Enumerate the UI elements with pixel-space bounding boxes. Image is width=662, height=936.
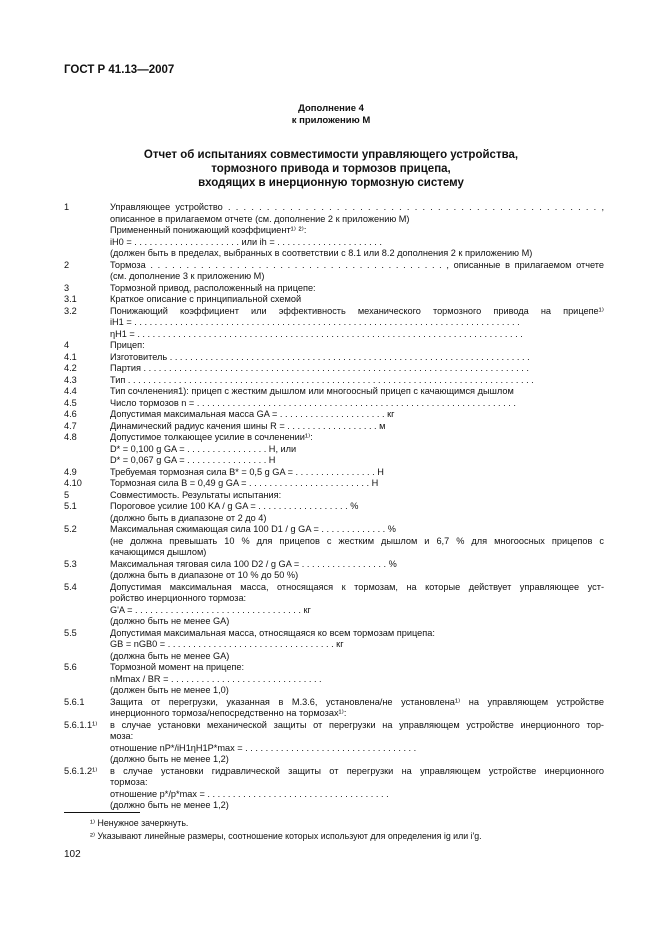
item-line: (должно быть в диапазоне от 2 до 4) — [110, 512, 267, 523]
item-line: Тормоза . . . . . . . . . . . . . . . . . . . . . . . . . . . . . . . . . . . . . . . . . , описанные в прилагаемом отчете — [110, 259, 604, 270]
item-text — [110, 628, 604, 663]
item-number: 4.1 — [64, 351, 77, 362]
item-line: Управляющее устройство . . . . . . . . . . . . . . . . . . . . . . . . . . . . . . . . . . . . . . . . . . . . . . . . , — [110, 202, 604, 212]
item-text — [110, 478, 604, 490]
item-line: Допустимая максимальная масса, относящаяся к тормозам, на которые действует управляющее уст- — [110, 581, 604, 592]
item-line: Динамический радиус качения шины R = . . . . . . . . . . . . . . . . . . м — [110, 420, 386, 431]
item-line: (см. дополнение 3 к приложению М) — [110, 271, 265, 281]
item-text — [110, 375, 604, 387]
item-line: Тип . . . . . . . . . . . . . . . . . . . . . . . . . . . . . . . . . . . . . . . . . . . . . . . . . . . . . . . . . . . . . . . . . . . . . . . . . . . . . . . . — [110, 374, 534, 385]
report-item — [64, 582, 604, 628]
item-text — [110, 697, 604, 720]
title-line: Отчет об испытаниях совместимости управляющего устройства, — [143, 149, 519, 161]
footnote-divider — [64, 812, 140, 813]
item-number: 5.6.1 — [64, 696, 85, 707]
report-item — [64, 662, 604, 697]
item-line: в случае установки гидравлической защиты от перегрузки на управляющем устройстве инерционного — [110, 765, 604, 776]
item-text — [110, 363, 604, 375]
report-item — [64, 720, 604, 766]
item-line: Требуемая тормозная сила B* = 0,5 g GA = . . . . . . . . . . . . . . . . Н — [110, 466, 384, 477]
item-line: ηH1 = . . . . . . . . . . . . . . . . . . . . . . . . . . . . . . . . . . . . . . . . . . . . . . . . . . . . . . . . . . . . . . . . . . . . . . . . . . . . — [110, 328, 523, 339]
item-line: Допустимая максимальная масса GA = . . . . . . . . . . . . . . . . . . . . . кг — [110, 409, 395, 419]
item-line: описанное в прилагаемом отчете (см. дополнение 2 к приложению М) — [110, 213, 410, 224]
report-item — [64, 432, 604, 467]
item-text — [110, 720, 604, 766]
appendix-heading — [0, 103, 662, 127]
item-number: 2 — [64, 259, 70, 270]
title-line: входящих в инерционную тормозную систему — [198, 177, 464, 189]
item-line: Изготовитель . . . . . . . . . . . . . . . . . . . . . . . . . . . . . . . . . . . . . . . . . . . . . . . . . . . . . . . . . . . . . . . . . . . . . . . — [110, 351, 530, 362]
item-line: ройство инерционного тормоза: — [110, 593, 247, 603]
item-text — [110, 766, 604, 812]
item-number: 5 — [64, 489, 70, 500]
report-item — [64, 559, 604, 582]
item-line: Пороговое усилие 100 KA / g GA = . . . . . . . . . . . . . . . . . . % — [110, 501, 359, 511]
item-line: Защита от перегрузки, указанная в М.3.6, установлена/не установлена¹⁾ на управляющем устройстве — [110, 696, 604, 707]
footnote: ¹⁾ Ненужное зачеркнуть. — [90, 818, 189, 828]
item-text — [110, 582, 604, 628]
report-items — [64, 202, 604, 812]
item-line: iH1 = . . . . . . . . . . . . . . . . . . . . . . . . . . . . . . . . . . . . . . . . . . . . . . . . . . . . . . . . . . . . . . . . . . . . . . . . . . . . — [110, 317, 520, 327]
item-number: 5.3 — [64, 558, 77, 569]
item-line: (должно быть не менее 1,2) — [110, 800, 229, 810]
document-header: ГОСТ Р 41.13—2007 — [64, 64, 175, 76]
item-line: G'A = . . . . . . . . . . . . . . . . . . . . . . . . . . . . . . . . . кг — [110, 604, 311, 615]
report-item — [64, 421, 604, 433]
item-number: 5.6 — [64, 662, 77, 672]
item-text — [110, 490, 604, 502]
item-text — [110, 559, 604, 582]
item-line: (должно быть не менее GA) — [110, 616, 230, 626]
report-item — [64, 409, 604, 421]
item-line: D* = 0,100 g GA = . . . . . . . . . . . . . . . . Н, или — [110, 443, 297, 454]
report-item — [64, 501, 604, 524]
item-number: 3 — [64, 282, 70, 293]
item-line: Максимальная сжимающая сила 100 D1 / g GA = . . . . . . . . . . . . . % — [110, 524, 396, 534]
item-line: D* = 0,067 g GA = . . . . . . . . . . . . . . . . Н — [110, 455, 276, 465]
item-line: (должна быть в диапазоне от 10 % до 50 %) — [110, 570, 299, 580]
item-text — [110, 294, 604, 306]
item-line: отношение nP*/iH1ηH1P*max = . . . . . . . . . . . . . . . . . . . . . . . . . . . . . . . . . . — [110, 742, 417, 753]
item-text — [110, 260, 604, 283]
item-line: Допустимое толкающее усилие в сочленении¹⁾: — [110, 432, 313, 442]
item-text — [110, 421, 604, 433]
item-line: Краткое описание с принципиальной схемой — [110, 294, 302, 304]
item-line: Понижающий коэффициент или эффективность механического тормозного привода на прицепе¹⁾ — [110, 305, 604, 316]
report-item — [64, 363, 604, 375]
report-item — [64, 697, 604, 720]
item-text — [110, 409, 604, 421]
item-number: 5.6.1.1¹⁾ — [64, 719, 98, 730]
report-item — [64, 352, 604, 364]
report-item — [64, 294, 604, 306]
item-line: Совместимость. Результаты испытания: — [110, 489, 282, 500]
item-line: Число тормозов n = . . . . . . . . . . . . . . . . . . . . . . . . . . . . . . . . . . . . . . . . . . . . . . . . . . . . . . . . . . . . . . . — [110, 397, 516, 408]
item-number: 4.10 — [64, 478, 82, 488]
item-line: (должен быть не менее 1,0) — [110, 685, 229, 695]
item-number: 5.6.1.2¹⁾ — [64, 765, 98, 776]
item-text — [110, 524, 604, 559]
item-number: 5.5 — [64, 627, 77, 638]
item-line: отношение p*/p*max = . . . . . . . . . . . . . . . . . . . . . . . . . . . . . . . . . . . . — [110, 788, 389, 799]
item-number: 4.5 — [64, 397, 77, 408]
item-line: nMmax / BR = . . . . . . . . . . . . . . . . . . . . . . . . . . . . . . — [110, 673, 322, 684]
item-line: Прицеп: — [110, 340, 145, 350]
item-line: Тормозной момент на прицепе: — [110, 662, 245, 672]
item-line: Примененный понижающий коэффициент¹⁾ ²⁾: — [110, 225, 307, 235]
item-line: Партия . . . . . . . . . . . . . . . . . . . . . . . . . . . . . . . . . . . . . . . . . . . . . . . . . . . . . . . . . . . . . . . . . . . . . . . . . . . . — [110, 363, 529, 373]
item-number: 1 — [64, 202, 70, 212]
item-text — [110, 467, 604, 479]
item-text — [110, 501, 604, 524]
appendix-line: к приложению М — [291, 115, 371, 126]
item-line: инерционного тормоза/непосредственно на тормозах¹⁾: — [110, 708, 347, 718]
item-text — [110, 386, 604, 398]
item-number: 4.8 — [64, 432, 77, 442]
item-number: 5.1 — [64, 501, 77, 511]
report-item — [64, 386, 604, 398]
item-line: Тормозная сила B = 0,49 g GA = . . . . . . . . . . . . . . . . . . . . . . . . Н — [110, 478, 379, 488]
item-line: Допустимая максимальная масса, относящаяся ко всем тормозам прицепа: — [110, 627, 435, 638]
report-item — [64, 260, 604, 283]
report-item — [64, 628, 604, 663]
item-text — [110, 283, 604, 295]
item-number: 4.2 — [64, 363, 77, 373]
item-number: 4 — [64, 340, 70, 350]
item-text — [110, 432, 604, 467]
report-item — [64, 524, 604, 559]
item-line: (должна быть не менее GA) — [110, 650, 230, 661]
item-number: 5.2 — [64, 524, 77, 534]
item-line: тормоза: — [110, 777, 148, 787]
report-item — [64, 766, 604, 812]
report-item — [64, 490, 604, 502]
item-line: качающимся дышлом) — [110, 547, 207, 557]
item-number: 3.1 — [64, 294, 77, 304]
item-number: 4.6 — [64, 409, 77, 419]
item-line: (должен быть в пределах, выбранных в соответствии с 8.1 или 8.2 дополнения 2 к приложению М) — [110, 248, 533, 258]
report-item — [64, 375, 604, 387]
item-text — [110, 306, 604, 341]
item-line: GB = nGB0 = . . . . . . . . . . . . . . . . . . . . . . . . . . . . . . . . . кг — [110, 639, 344, 649]
item-text — [110, 662, 604, 697]
item-number: 4.7 — [64, 420, 77, 431]
report-item — [64, 306, 604, 341]
report-item — [64, 467, 604, 479]
item-line: Тип сочленения1): прицеп с жестким дышлом или многоосный прицеп с качающимся дышлом — [110, 386, 514, 396]
item-text — [110, 202, 604, 260]
item-line: (не должна превышать 10 % для прицепов с жестким дышлом и 6,7 % для многоосных прицепов с — [110, 535, 604, 546]
item-number: 4.9 — [64, 466, 77, 477]
item-number: 3.2 — [64, 305, 77, 316]
report-item — [64, 398, 604, 410]
report-item — [64, 202, 604, 260]
item-line: Тормозной привод, расположенный на прицепе: — [110, 282, 316, 293]
page-number: 102 — [64, 849, 81, 860]
footnote: ²⁾ Указывают линейные размеры, соотношение которых используют для определения ig или i'g. — [90, 831, 482, 841]
item-text — [110, 352, 604, 364]
item-line: iH0 = . . . . . . . . . . . . . . . . . . . . . или ih = . . . . . . . . . . . . . . . . . . . . . — [110, 236, 382, 247]
item-number: 4.4 — [64, 386, 77, 396]
report-item — [64, 283, 604, 295]
item-line: Максимальная тяговая сила 100 D2 / g GA = . . . . . . . . . . . . . . . . . % — [110, 558, 397, 569]
report-title — [0, 148, 662, 190]
appendix-line: Дополнение 4 — [298, 103, 364, 114]
title-line: тормозного привода и тормозов прицепа, — [211, 163, 451, 175]
report-item — [64, 478, 604, 490]
item-line: моза: — [110, 731, 134, 741]
item-text — [110, 340, 604, 352]
item-text — [110, 398, 604, 410]
item-number: 4.3 — [64, 374, 77, 385]
item-number: 5.4 — [64, 581, 77, 592]
item-line: (должно быть не менее 1,2) — [110, 754, 229, 764]
item-line: в случае установки механической защиты от перегрузки на управляющем устройстве инерционного тор- — [110, 719, 604, 730]
report-item — [64, 340, 604, 352]
